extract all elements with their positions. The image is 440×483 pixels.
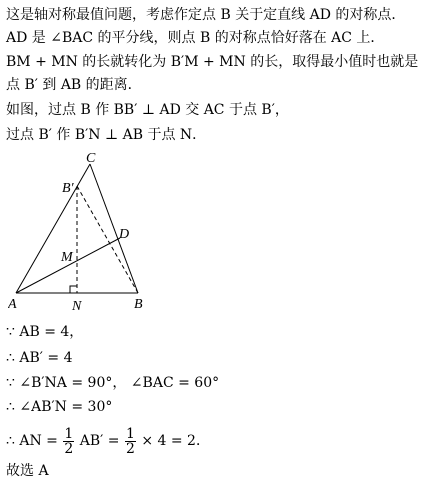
final-equation (6, 426, 210, 456)
fraction-a-numerator: 1 (64, 425, 74, 442)
solution-line-6: 过点 B′ 作 B′N ⊥ AB 于点 N． (6, 127, 207, 143)
final-prefix: ∴ AN = (6, 433, 58, 449)
fraction-one-half-b (125, 427, 136, 456)
label-b: B (134, 297, 143, 312)
fraction-a-denominator: 2 (64, 440, 74, 457)
fraction-one-half-a (63, 427, 74, 456)
solution-line-4: 点 B′ 到 AB 的距离． (6, 77, 142, 93)
right-angle-mark (70, 286, 77, 293)
fraction-b-numerator: 1 (125, 425, 135, 442)
fraction-b-denominator: 2 (125, 440, 135, 457)
solution-line-1: 这是轴对称最值问题，考虑作定点 B 关于定直线 AD 的对称点． (6, 7, 406, 23)
triangle-figure (8, 148, 158, 318)
final-suffix: × 4 = 2． (141, 433, 210, 449)
side-bc (90, 164, 138, 293)
step-3: ∵ ∠B′NA = 90°， ∠BAC = 60° (6, 375, 220, 391)
step-1: ∵ AB = 4， (6, 324, 84, 340)
label-b-prime: B′ (62, 181, 74, 196)
answer: 故选 A (6, 463, 49, 479)
step-2: ∴ AB′ = 4 (6, 350, 73, 366)
label-d: D (119, 227, 130, 242)
step-4: ∴ ∠AB′N = 30° (6, 399, 113, 415)
label-n: N (72, 299, 82, 314)
solution-line-3: BM + MN 的长就转化为 B′M + MN 的长，取得最小值时也就是 (6, 54, 419, 70)
label-a: A (8, 297, 17, 312)
final-middle: AB′ = (79, 433, 120, 449)
solution-line-2: AD 是 ∠BAC 的平分线，则点 B 的对称点恰好落在 AC 上． (6, 30, 385, 46)
solution-line-5: 如图，过点 B 作 BB′ ⊥ AD 交 AC 于点 B′， (6, 102, 289, 118)
label-c: C (86, 151, 96, 166)
label-m: M (61, 250, 73, 265)
